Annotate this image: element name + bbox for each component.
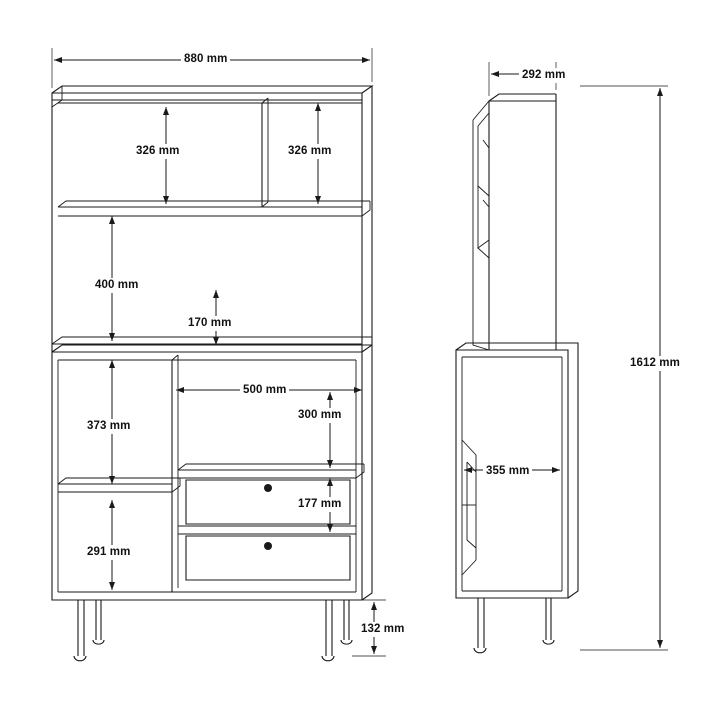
dim-upper-open-shelf-height: 400 mm xyxy=(92,278,141,293)
dim-side-depth-top: 292 mm xyxy=(519,68,568,83)
dim-lower-right-cabinet-height: 300 mm xyxy=(295,408,344,423)
front-view-geometry xyxy=(52,86,372,661)
dim-lower-left-section-height: 373 mm xyxy=(84,419,133,434)
dim-side-depth-bottom: 355 mm xyxy=(483,464,532,479)
dim-overall-width: 880 mm xyxy=(181,52,230,67)
dim-lower-right-width: 500 mm xyxy=(240,383,289,398)
side-view-geometry xyxy=(456,94,578,653)
dim-upper-right-shelf-height: 326 mm xyxy=(285,144,334,159)
dim-leg-height: 132 mm xyxy=(358,622,407,637)
dim-lower-left-bottom-height: 291 mm xyxy=(84,545,133,560)
dim-overall-height: 1612 mm xyxy=(627,356,683,371)
dim-upper-shelf-depth: 170 mm xyxy=(185,316,234,331)
dim-drawer-zone-height: 177 mm xyxy=(295,497,344,512)
dim-upper-left-shelf-height: 326 mm xyxy=(133,144,182,159)
